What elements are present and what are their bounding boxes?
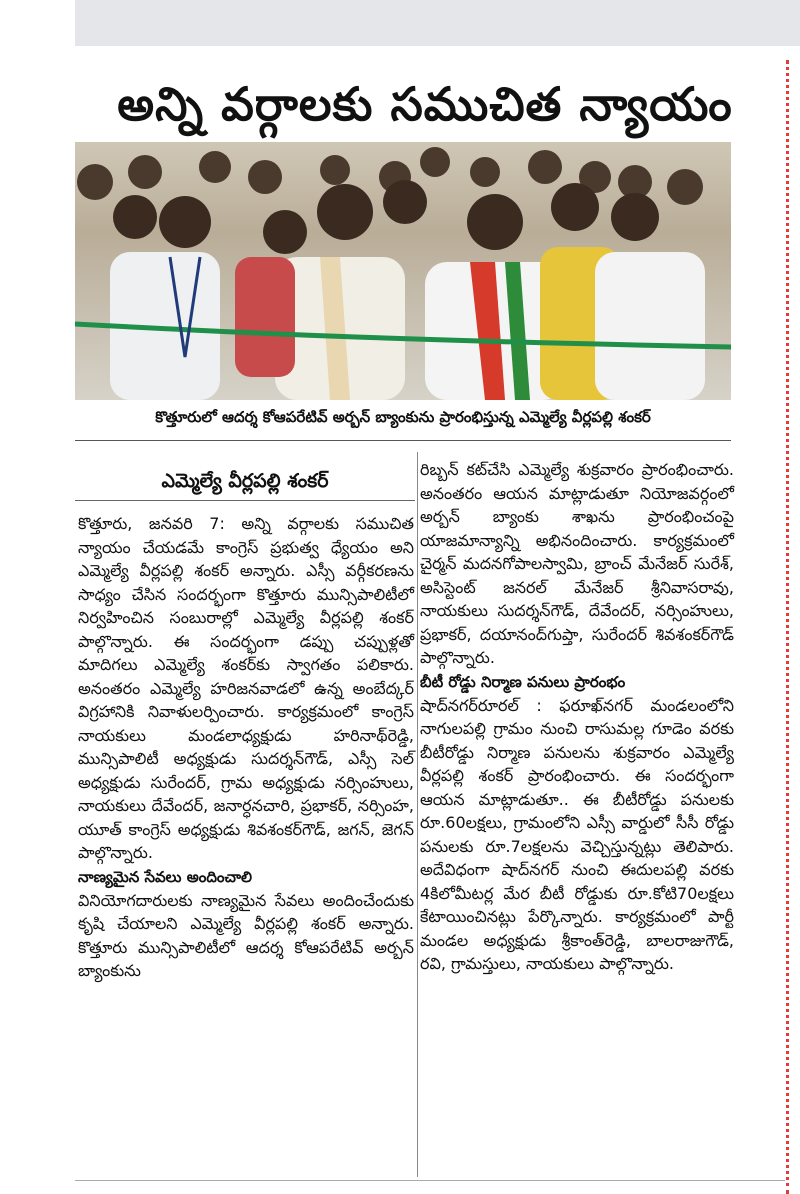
right-paragraph-1: రిబ్బన్ కట్‌చేసి ఎమ్మెల్యే శుక్రవారం ప్రారంభించారు. అనంతరం ఆయన మాట్లాడుతూ నియోజవర్గంలో అర్బన్ బ్యాంకు శాఖను ప్రారంభించంపై యాజమాన్యాన్ని అభినందించారు. కార్యక్రమంలో చైర్మన్ మదనగోపాలస్వామి, బ్రాంచ్ మేనేజర్ సురేశ్, అసిస్టెంట్ జనరల్ మేనేజర్ శ్రీనివాసరావు, నాయకులు సుదర్శన్‌గౌడ్, దేవేందర్, నర్సింహులు, ప్రభాకర్, దయానంద్‌గుప్తా, సురేందర్ శివశంకర్‌గౌడ్ పాల్గొన్నారు.: [420, 460, 734, 667]
byline: ఎమ్మెల్యే వీర్లపల్లి శంకర్: [161, 470, 329, 492]
photo-caption: కొత్తూరులో ఆదర్శ కోఆపరేటివ్ అర్బన్ బ్యాంకును ప్రారంభిస్తున్న ఎమ్మెల్యే వీర్లపల్లి శంకర్: [155, 408, 651, 426]
headline: అన్ని వర్గాలకు సముచిత న్యాయం: [117, 77, 733, 131]
bottom-divider: [75, 1180, 785, 1181]
column-divider: [417, 452, 418, 1177]
left-subhead: నాణ్యమైన సేవలు అందించాలి: [78, 867, 253, 886]
right-column: [420, 458, 734, 976]
top-toolbar-strip: [75, 0, 800, 46]
caption-divider: [75, 440, 731, 441]
page-edge-dotted-rule: [786, 60, 789, 1194]
right-subhead: బీటీ రోడ్డు నిర్మాణ పనులు ప్రారంభం: [420, 672, 626, 691]
left-paragraph-2: వినియోగదారులకు నాణ్యమైన సేవలు అందించేందుకు కృషి చేయాలని ఎమ్మెల్యే వీర్లపల్లి శంకర్ అన్నారు. కొత్తూరు మున్సిపాలిటీలో ఆదర్శ కోఆపరేటివ్ అర్బన్ బ్యాంకును: [78, 890, 414, 980]
news-photo: [75, 142, 731, 400]
left-paragraph-1: కొత్తూరు, జనవరి 7: అన్ని వర్గాలకు సముచిత న్యాయం చేయడమే కాంగ్రెస్ ప్రభుత్వ ధ్యేయం అని ఎమ్మెల్యే వీర్లపల్లి శంకర్ అన్నారు. ఎస్సీ వర్గీకరణను సాధ్యం చేసిన సందర్భంగా కొత్తూరు మున్సిపాలిటీలో నిర్వహించిన సంబురాల్లో ఎమ్మెల్యే వీర్లపల్లి శంకర్ పాల్గొన్నారు. ఈ సందర్భంగా డప్పు చప్పుళ్లతో మాదిగలు ఎమ్మెల్యే శంకర్‌కు స్వాగతం పలికారు. అనంతరం ఎమ్మెల్యే హరిజనవాడలో ఉన్న అంబేద్కర్ విగ్రహానికి నివాళులర్పించారు. కార్యక్రమంలో కాంగ్రెస్ నాయకులు మండలాధ్యక్షుడు హరినాథ్‌రెడ్డి, మున్సిపాలిటీ అధ్యక్షుడు సుదర్శన్‌గౌడ్, ఎస్సీ సెల్ అధ్యక్షుడు సురేందర్, గ్రామ అధ్యక్షుడు నర్సింహులు, నాయకులు దేవేందర్, జనార్ధనచారి, ప్రభాకర్, నర్సింహ, యూత్ కాంగ్రెస్ అధ్యక్షుడు శివశంకర్‌గౌడ్, జగన్, జెగన్ పాల్గొన్నారు.: [78, 514, 414, 862]
left-column: [78, 512, 414, 983]
right-paragraph-2: షాద్‌నగర్‌రూరల్ : ఫరూఖ్‌నగర్ మండలంలోని నాగులపల్లి గ్రామం నుంచి రాసుమల్ల గూడెం వరకు బీటీరోడ్డు నిర్మాణ పనులను శుక్రవారం ఎమ్మెల్యే వీర్లపల్లి శంకర్ ప్రారంభించారు. ఈ సందర్భంగా ఆయన మాట్లాడుతూ.. ఈ బీటీరోడ్డు పనులకు రూ.60లక్షలు, గ్రామంలోని ఎస్సీ వార్డులో సీసీ రోడ్డు పనులకు రూ.7లక్షలను వెచ్చిస్తున్నట్లు తెలిపారు. అదేవిధంగా షాద్‌నగర్ నుంచి ఈదులపల్లి వరకు 4కిలోమీటర్ల మేర బీటీ రోడ్డుకు రూ.కోటి70లక్షలు కేటాయించినట్లు పేర్కొన్నారు. కార్యక్రమంలో పార్టీ మండల అధ్యక్షుడు శ్రీకాంత్‌రెడ్డి, బాలరాజుగౌడ్, రవి, గ్రామస్తులు, నాయకులు పాల్గొన్నారు.: [420, 695, 734, 973]
byline-divider: [75, 500, 415, 501]
